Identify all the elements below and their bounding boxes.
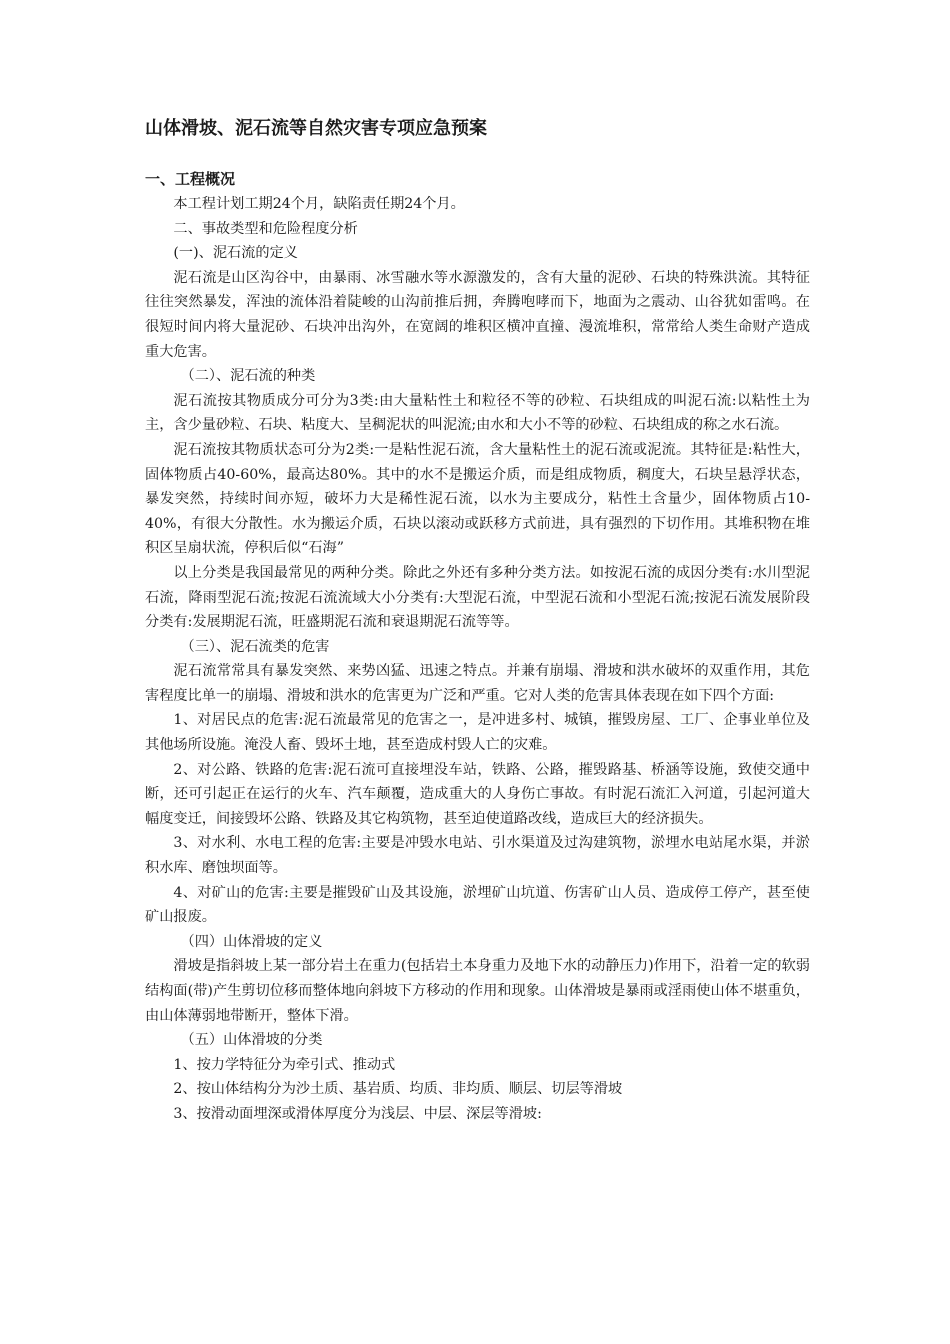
paragraph: 2、对公路、铁路的危害:泥石流可直接埋没车站，铁路、公路，摧毁路基、桥涵等设施，致使交通中断，还可引起正在运行的火车、汽车颠覆，造成重大的人身伤亡事故。有时泥石流汇入河道，引起河道大幅度变迁，间接毁坏公路、铁路及其它构筑物，甚至迫使道路改线，造成巨大的经济损失。	[145, 761, 810, 827]
paragraph: 3、按滑动面埋深或滑体厚度分为浅层、中层、深层等滑坡:	[173, 1105, 542, 1122]
paragraph: 泥石流常常具有暴发突然、来势凶猛、迅速之特点。并兼有崩塌、滑坡和洪水破坏的双重作用，其危害程度比单一的崩塌、滑坡和洪水的危害更为广泛和严重。它对人类的危害具体表现在如下四个方面:	[145, 663, 810, 704]
paragraph: （二）、泥石流的种类	[180, 368, 316, 385]
paragraph: (一)、泥石流的定义	[173, 245, 298, 262]
paragraph: 3、对水利、水电工程的危害:主要是冲毁水电站、引水渠道及过沟建筑物，淤埋水电站尾水渠，并淤积水库、磨蚀坝面等。	[145, 835, 810, 877]
paragraph: 泥石流是山区沟谷中，由暴雨、冰雪融水等水源激发的，含有大量的泥砂、石块的特殊洪流。其特征往往突然暴发，浑浊的流体沿着陡峻的山沟前推后拥，奔腾咆哮而下，地面为之震动、山谷犹如雷鸣。在很短时间内将大量泥砂、石块冲出沟外，在宽阔的堆积区横冲直撞、漫流堆积，常常给人类生命财产造成重大危害。	[145, 269, 810, 360]
paragraph: 4、对矿山的危害:主要是摧毁矿山及其设施，淤埋矿山坑道、伤害矿山人员、造成停工停产，甚至使矿山报废。	[145, 884, 810, 926]
paragraph: 泥石流按其物质成分可分为3类:由大量粘性土和粒径不等的砂粒、石块组成的叫泥石流:以粘性土为主，含少量砂粒、石块、粘度大、呈稠泥状的叫泥流;由水和大小不等的砂粒、石块组成的称之水石流。	[145, 392, 810, 434]
paragraph: 1、对居民点的危害:泥石流最常见的危害之一，是冲进多村、城镇，摧毁房屋、工厂、企事业单位及其他场所设施。淹没人畜、毁坏土地，甚至造成村毁人亡的灾难。	[145, 712, 810, 754]
paragraph: 本工程计划工期24个月，缺陷责任期24个月。	[173, 196, 465, 212]
paragraph: 二、事故类型和危险程度分析	[173, 220, 358, 237]
document-body	[145, 192, 810, 1127]
paragraph: （四）山体滑坡的定义	[180, 933, 323, 950]
paragraph: （三）、泥石流类的危害	[180, 638, 330, 655]
document-title: 山体滑坡、泥石流等自然灾害专项应急预案	[145, 118, 487, 139]
paragraph: 泥石流按其物质状态可分为2类:一是粘性泥石流，含大量粘性土的泥石流或泥流。其特征是:粘性大，固体物质占40-60%，最高达80%。其中的水不是搬运介质，而是组成物质，稠度大，石块呈悬浮状态，暴发突然，持续时间亦短，破坏力大是稀性泥石流，以水为主要成分，粘性土含量少，固体物质占10-40%，有很大分散性。水为搬运介质，石块以滚动或跃移方式前进，具有强烈的下切作用。其堆积物在堆积区呈扇状流，停积后似“石海”	[145, 441, 810, 557]
paragraph: （五）山体滑坡的分类	[180, 1032, 323, 1049]
paragraph: 滑坡是指斜坡上某一部分岩土在重力(包括岩土本身重力及地下水的动静压力)作用下，沿着一定的软弱结构面(带)产生剪切位移而整体地向斜坡下方移动的作用和现象。山体滑坡是暴雨或淫雨使山体不堪重负，由山体薄弱地带断开，整体下滑。	[145, 958, 810, 1024]
paragraph: 2、按山体结构分为沙土质、基岩质、均质、非均质、顺层、切层等滑坡	[173, 1081, 623, 1098]
section-heading-overview: 一、工程概况	[145, 170, 236, 188]
paragraph: 1、按力学特征分为牵引式、推动式	[173, 1056, 396, 1073]
paragraph: 以上分类是我国最常见的两种分类。除此之外还有多种分类方法。如按泥石流的成因分类有:水川型泥石流，降雨型泥石流;按泥石流流域大小分类有:大型泥石流，中型泥石流和小型泥石流;按泥石流发展阶段分类有:发展期泥石流，旺盛期泥石流和衰退期泥石流等等。	[145, 564, 810, 631]
